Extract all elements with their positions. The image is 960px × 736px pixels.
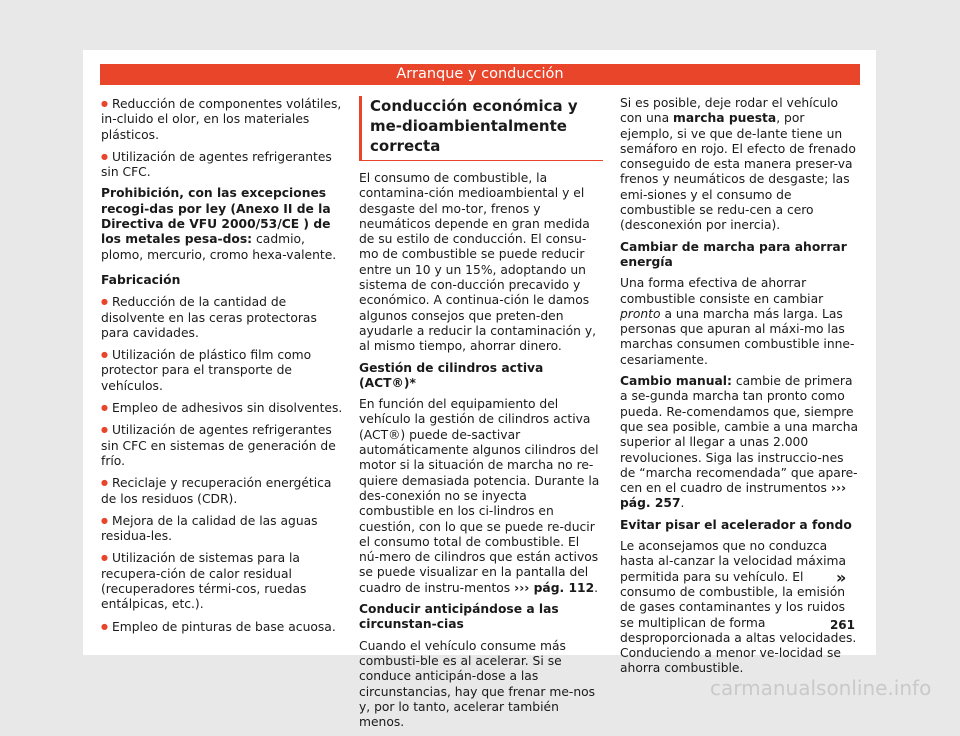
column-right (620, 96, 860, 683)
subheading-act: Gestión de cilindros activa (ACT®)* (359, 360, 544, 390)
italic-term: pronto (620, 306, 661, 321)
text: Si es posible, deje rodar el vehículo con una (620, 96, 839, 126)
bold-term: marcha puesta (673, 111, 777, 126)
text: , por ejemplo, si ve que de-lante tiene un semáforo en rojo. El efecto de frenado conseguido de esta manera preser-va frenos y neumáticos de desgaste; las emi-siones y el consumo de combustible se redu-cen a cero (desconexión por inercia). (620, 111, 856, 233)
paragraph: El consumo de combustible, la contamina-ción medioambiental y el desgaste del mo-tor, frenos y neumáticos depende en gran medida de su estilo de conducción. El consu-mo de combustible se puede reducir entre un 10 y un 15%, adoptando un sistema de con-ducción precavido y económico. A continua-ción le damos algunos consejos que preten-den ayudarle a reducir la contaminación y, al mismo tiempo, ahorrar dinero. (359, 171, 597, 354)
column-middle (359, 96, 603, 736)
bold-lead: Prohibición, con las excepciones recogi-das por ley (Anexo II de la Directiva de VFU 2000/53/CE ) de los metales pesa-dos: (101, 186, 331, 247)
list-item: ● Reducción de componentes volátiles, in-cluido el olor, en los materiales plásticos. (101, 96, 343, 143)
paragraph (620, 276, 860, 368)
list-item: ● Utilización de plástico film como protector para el transporte de vehículos. (101, 347, 343, 394)
paragraph (620, 96, 860, 234)
subheading-anticipar: Conducir anticipándose a las circunstan-cias (359, 602, 559, 632)
subheading-acelerador: Evitar pisar el acelerador a fondo (620, 517, 852, 532)
list-item: ● Utilización de agentes refrigerantes sin CFC en sistemas de generación de frío. (101, 422, 343, 469)
text: cambie de primera a se-gunda marcha tan pronto como pueda. Re-comendamos que, siempre que sea posible, cambie a una marcha superior al llegar a unas 2.000 revoluciones. Siga las instruccio-nes de “marcha recomendada” que apare-cen en el cuadro de instrumentos (620, 374, 859, 496)
subheading-cambiar-marcha: Cambiar de marcha para ahorrar energía (620, 239, 847, 269)
subheading-fabricacion: Fabricación (101, 272, 181, 287)
paragraph: Cambio manual: cambie de primera a se-gunda marcha tan pronto como pueda. Re-comendamos que, siempre que sea posible, cambie a una marcha superior al llegar a unas 2.000 revoluciones. Siga las instruccio-nes de “marcha recomendada” que apare-cen en el cuadro de instrumentos ››› pág. 257. (620, 374, 859, 511)
text: a una marcha más larga. Las personas que apuran al máxi-mo las marchas consumen combustible inne-cesariamente. (620, 306, 855, 367)
list-item: ● Utilización de agentes refrigerantes sin CFC. (101, 149, 343, 181)
text: En función del equipamiento del vehículo la gestión de cilindros activa (ACT®) puede de-sactivar automáticamente algunos cilindros del motor si la situación de marcha no re-quiere demasiada potencia. Durante la des-conexión no se inyecta combustible en los ci-lindros en cuestión, con lo que se puede re-ducir el consumo total de combustible. El nú-mero de cilindros que están activos se puede visualizar en la pantalla del cuadro de instru-mentos (359, 397, 600, 595)
list-item: ● Empleo de pinturas de base acuosa. (101, 619, 343, 635)
paragraph: En función del equipamiento del vehículo la gestión de cilindros activa (ACT®) puede de-sactivar automáticamente algunos cilindros del motor si la situación de marcha no re-quiere demasiada potencia. Durante la des-conexión no se inyecta combustible en los ci-lindros en cuestión, con lo que se puede re-ducir el consumo total de combustible. El nú-mero de cilindros que están activos se puede visualizar en la pantalla del cuadro de instru-mentos ››› pág. 112. (359, 397, 600, 595)
page-reference-link[interactable]: ››› pág. 257 (620, 481, 847, 511)
paragraph (101, 186, 343, 262)
continue-arrow-icon: » (836, 568, 847, 587)
watermark: carmanualsonline.info (710, 676, 932, 700)
list-item: ● Reciclaje y recuperación energética de los residuos (CDR). (101, 475, 343, 507)
list-item: ● Empleo de adhesivos sin disolventes. (101, 400, 343, 416)
page-number: 261 (829, 618, 855, 632)
list-item: ● Mejora de la calidad de las aguas residua-les. (101, 513, 343, 545)
section-header: Arranque y conducción (100, 64, 860, 85)
text: cadmio, plomo, mercurio, cromo hexa-valente. (101, 232, 337, 262)
list-item: ● Utilización de sistemas para la recupera-ción de calor residual (recuperadores térmi-cos, ruedas entálpicas, etc.). (101, 550, 343, 612)
column-left (101, 96, 343, 641)
page-reference-link[interactable]: ››› pág. 112 (514, 580, 595, 595)
list-item: ● Reducción de la cantidad de disolvente en las ceras protectoras para cavidades. (101, 294, 343, 341)
section-title: Conducción económica y me-dioambientalmente correcta (359, 96, 603, 161)
paragraph: Le aconsejamos que no conduzca hasta al-canzar la velocidad máxima permitida para su vehículo. El consumo de combustible, la emisión de gases contaminantes y los ruidos se multiplican de forma desproporcionada a altas velocidades. Conduciendo a menor ve-locidad se ahorra combustible. (620, 539, 857, 676)
bold-lead: Cambio manual: (620, 374, 732, 389)
paragraph: Cuando el vehículo consume más combusti-ble es al acelerar. Si se conduce anticipán-dose a las circunstancias, hay que frenar me-nos y, por lo tanto, acelerar también menos. (359, 638, 596, 730)
text: Una forma efectiva de ahorrar combustible consiste en cambiar (620, 276, 824, 306)
